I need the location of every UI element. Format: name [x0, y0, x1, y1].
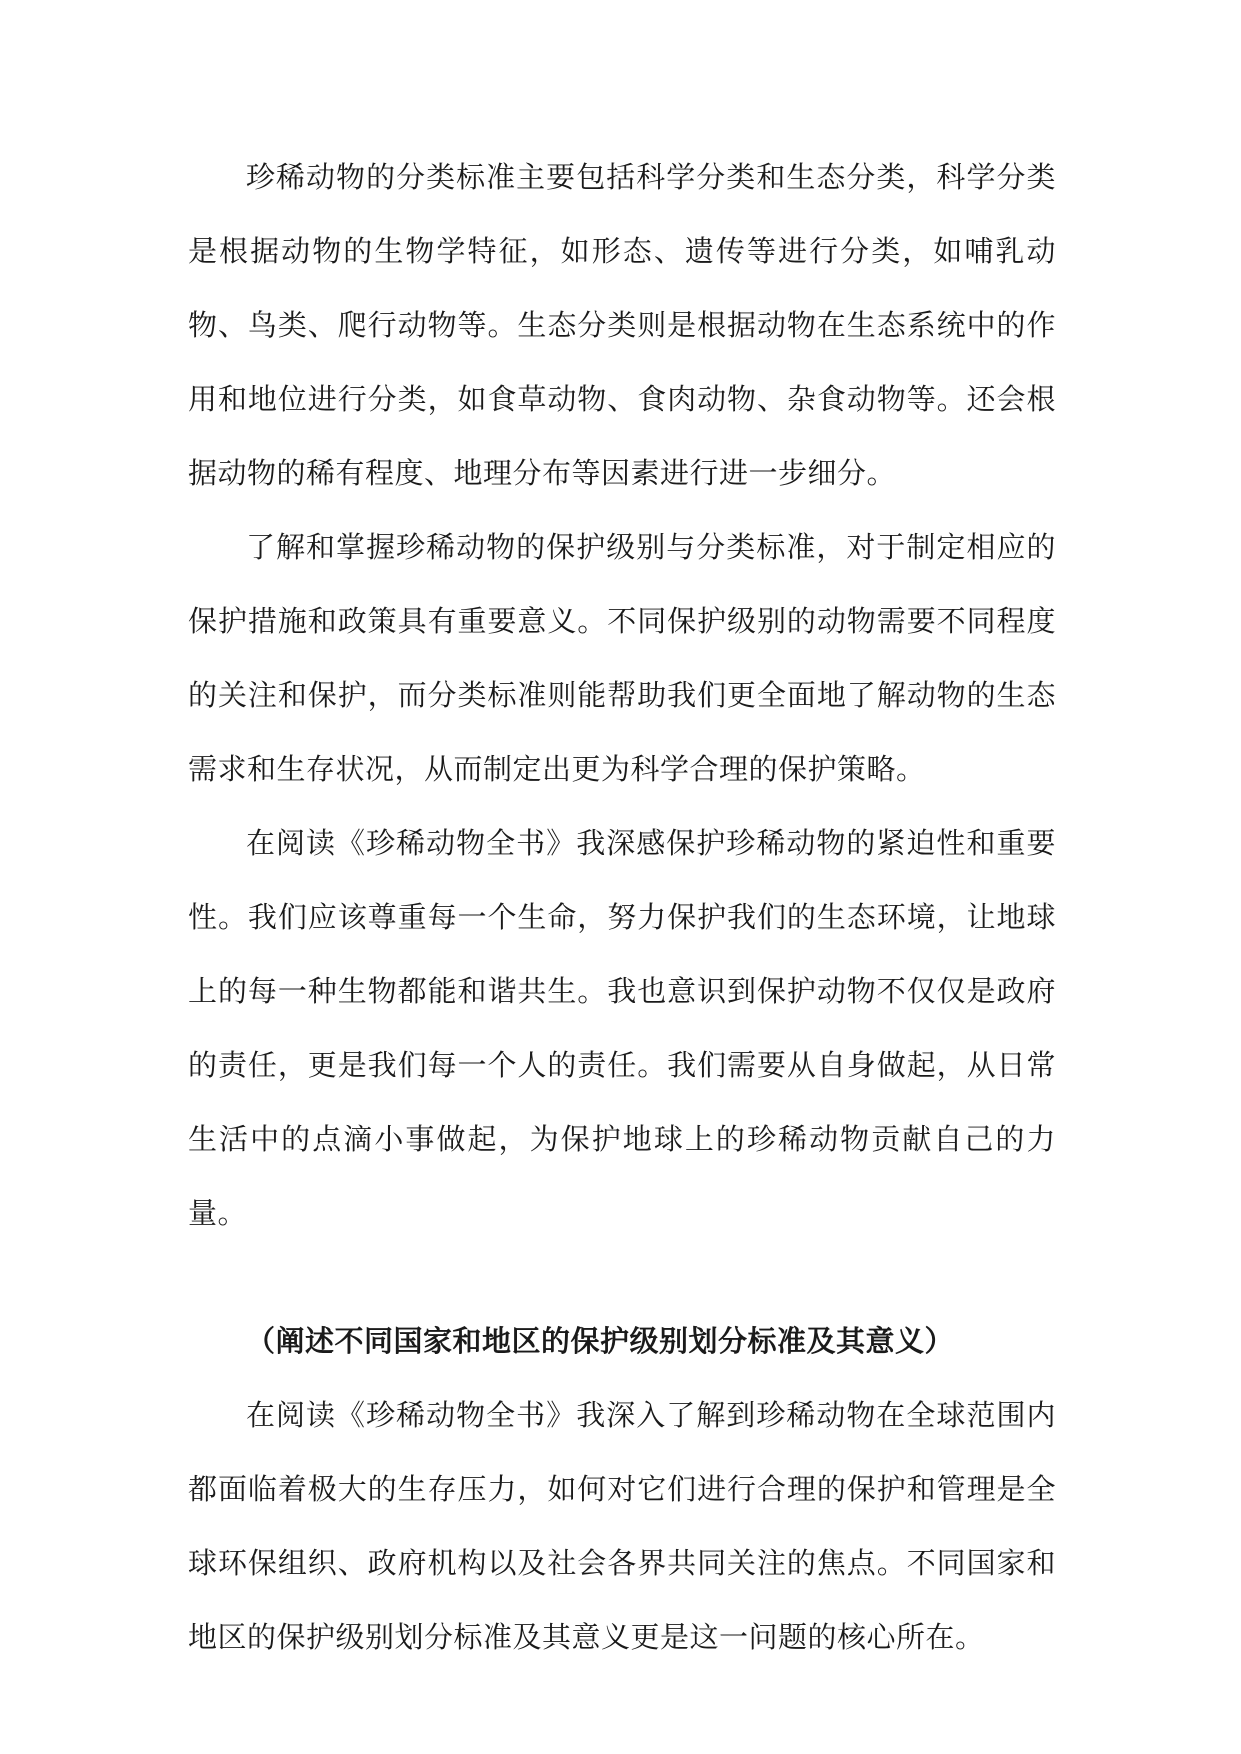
paragraph-protection-significance: 了解和掌握珍稀动物的保护级别与分类标准，对于制定相应的保护措施和政策具有重要意义。不同保护级别的动物需要不同程度的关注和保护，而分类标准则能帮助我们更全面地了解动物的生态需求和生存状况，从而制定出更为科学合理的保护策略。: [188, 530, 1056, 786]
paragraph-global-protection: 在阅读《珍稀动物全书》我深入了解到珍稀动物在全球范围内都面临着极大的生存压力，如何对它们进行合理的保护和管理是全球环保组织、政府机构以及社会各界共同关注的焦点。不同国家和地区的保护级别划分标准及其意义更是这一问题的核心所在。: [188, 1398, 1056, 1654]
paragraph-reading-reflection: 在阅读《珍稀动物全书》我深感保护珍稀动物的紧迫性和重要性。我们应该尊重每一个生命，努力保护我们的生态环境，让地球上的每一种生物都能和谐共生。我也意识到保护动物不仅仅是政府的责任，更是我们每一个人的责任。我们需要从自身做起，从日常生活中的点滴小事做起，为保护地球上的珍稀动物贡献自己的力量。: [188, 826, 1056, 1230]
paragraph-classification-standards: 珍稀动物的分类标准主要包括科学分类和生态分类，科学分类是根据动物的生物学特征，如形态、遗传等进行分类，如哺乳动物、鸟类、爬行动物等。生态分类则是根据动物在生态系统中的作用和地位进行分类，如食草动物、食肉动物、杂食动物等。还会根据动物的稀有程度、地理分布等因素进行进一步细分。: [188, 160, 1056, 490]
section-heading: （阐述不同国家和地区的保护级别划分标准及其意义）: [246, 1324, 955, 1358]
document-page: [188, 140, 1056, 1674]
